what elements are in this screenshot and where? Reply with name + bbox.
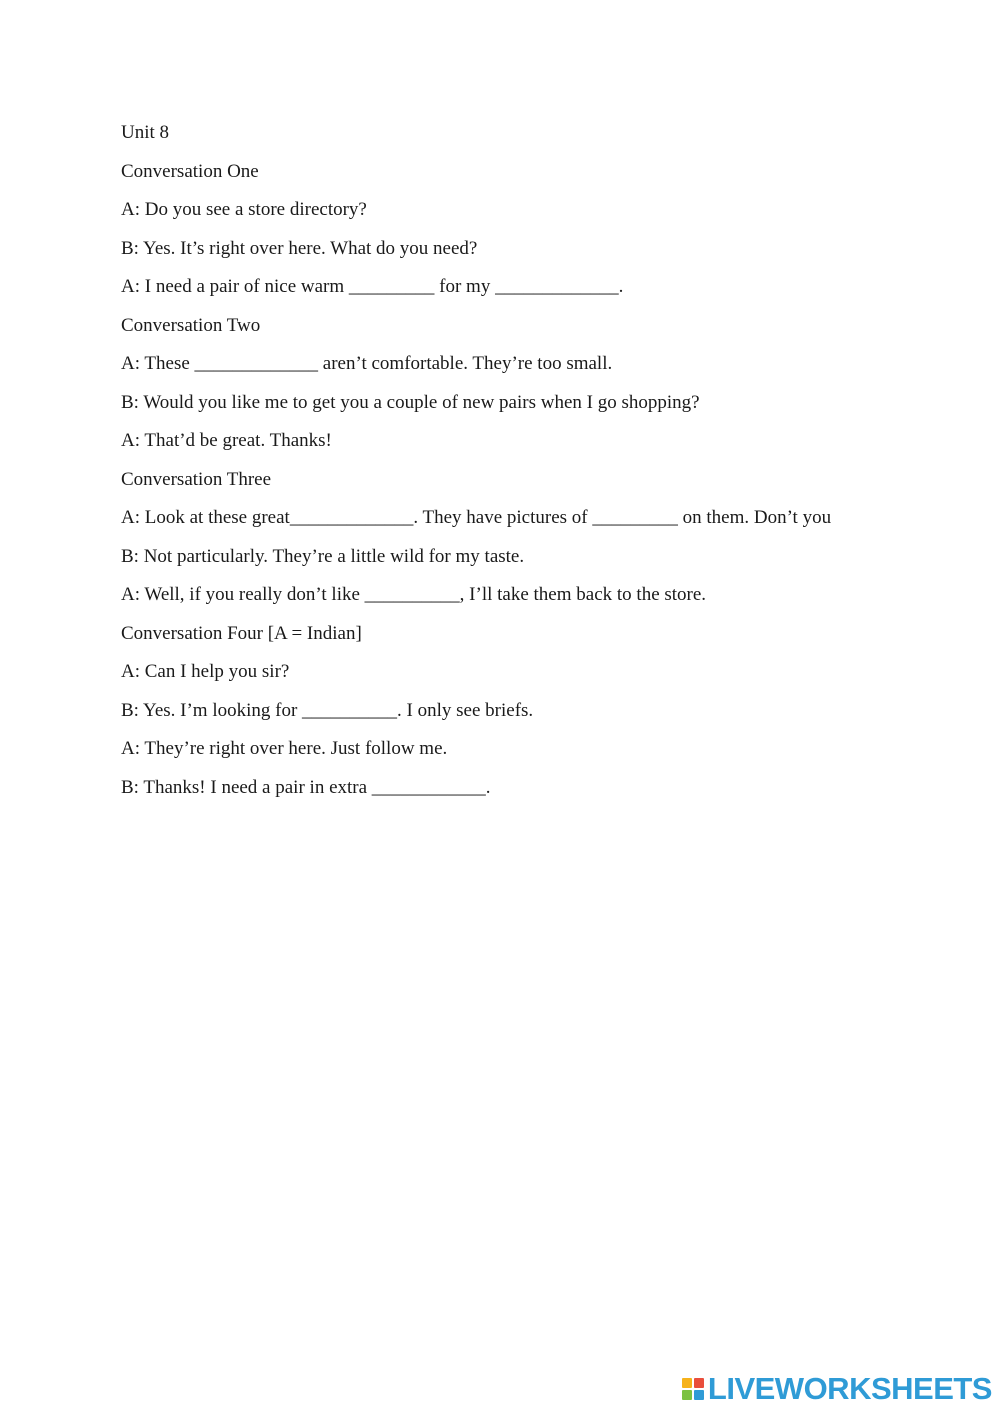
dialogue-line: A: Can I help you sir?: [121, 661, 290, 682]
dialogue-line-with-blanks: B: Thanks! I need a pair in extra ____________.: [121, 776, 491, 798]
unit-title: Unit 8: [121, 122, 170, 143]
conversation-heading: Conversation One: [121, 160, 259, 182]
dialogue-line-with-blanks: A: Well, if you really don’t like __________, I’ll take them back to the store.: [121, 584, 707, 605]
conversation-heading: Conversation Three: [121, 468, 272, 490]
dialogue-line: B: Not particularly. They’re a little wild for my taste.: [121, 545, 525, 567]
conversation-heading: Conversation Two: [121, 314, 261, 336]
dialogue-line-with-blanks: A: These _____________ aren’t comfortable. They’re too small.: [121, 353, 613, 374]
logo-square-icon: [682, 1378, 692, 1388]
liveworksheets-logo: [682, 1371, 992, 1407]
dialogue-line: A: Do you see a store directory?: [121, 199, 367, 220]
worksheet-page: [121, 118, 921, 811]
dialogue-line: A: That’d be great. Thanks!: [121, 430, 332, 451]
logo-square-icon: [694, 1378, 704, 1388]
logo-square-icon: [682, 1390, 692, 1400]
dialogue-line: B: Yes. It’s right over here. What do you need?: [121, 237, 478, 259]
logo-square-icon: [694, 1390, 704, 1400]
logo-text: LIVEWORKSHEETS: [707, 1371, 992, 1406]
dialogue-line-with-blanks: A: Look at these great_____________. They have pictures of _________ on them. Don’t you: [121, 507, 832, 528]
dialogue-line: B: Would you like me to get you a couple of new pairs when I go shopping?: [121, 391, 700, 413]
conversation-heading: Conversation Four [A = Indian]: [121, 622, 362, 644]
dialogue-line: A: They’re right over here. Just follow me.: [121, 738, 448, 759]
dialogue-line-with-blanks: B: Yes. I’m looking for __________. I only see briefs.: [121, 699, 534, 721]
dialogue-line-with-blanks: A: I need a pair of nice warm _________ for my _____________.: [121, 276, 624, 297]
liveworksheets-logo-icon: [682, 1378, 704, 1400]
